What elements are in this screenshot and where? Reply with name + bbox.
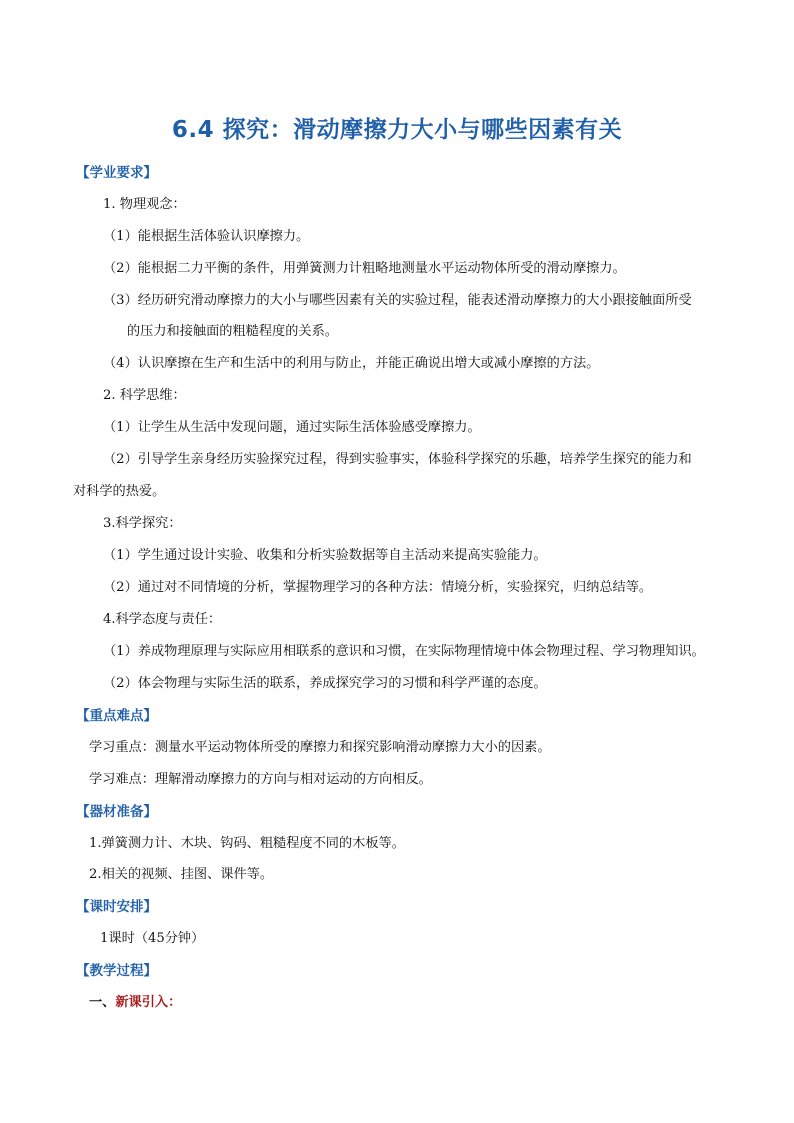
requirement-line: 对科学的热爱。 (73, 484, 166, 499)
requirement-line: （2）引导学生亲身经历实验探究过程，得到实验事实，体验科学探究的乐趣，培养学生探究的能力和 (103, 452, 692, 467)
requirement-line: （1）学生通过设计实验、收集和分析实验数据等自主活动来提高实验能力。 (103, 548, 547, 563)
requirement-line: （2）通过对不同情境的分析，掌握物理学习的各种方法：情境分析，实验探究，归纳总结等。 (103, 580, 653, 595)
process-step (89, 994, 181, 1012)
section-heading-equipment: 【器材准备】 (76, 804, 157, 820)
key-point-line: 学习重点：测量水平运动物体所受的摩擦力和探究影响滑动摩擦力大小的因素。 (89, 740, 551, 755)
requirement-line: 2. 科学思维： (103, 388, 186, 403)
section-heading-process: 【教学过程】 (76, 963, 157, 979)
schedule-line: 1课时（45分钟） (100, 931, 205, 946)
equipment-line: 1.弹簧测力计、木块、钩码、粗糙程度不同的木板等。 (89, 836, 405, 851)
requirement-line: （2）体会物理与实际生活的联系，养成探究学习的习惯和科学严谨的态度。 (103, 676, 547, 691)
equipment-line: 2.相关的视频、挂图、课件等。 (89, 867, 274, 882)
requirement-line: （4）认识摩擦在生产和生活中的利用与防止，并能正确说出增大或减小摩擦的方法。 (103, 356, 600, 371)
requirement-line: （2）能根据二力平衡的条件，用弹簧测力计粗略地测量水平运动物体所受的滑动摩擦力。 (103, 261, 626, 276)
section-heading-key-points: 【重点难点】 (76, 708, 157, 724)
key-point-line: 学习难点：理解滑动摩擦力的方向与相对运动的方向相反。 (89, 772, 432, 787)
section-heading-requirements: 【学业要求】 (76, 165, 157, 181)
requirement-line: 3.科学探究： (103, 516, 182, 531)
requirement-line: （1）能根据生活体验认识摩擦力。 (103, 229, 310, 244)
page-title: 6.4 探究：滑动摩擦力大小与哪些因素有关 (171, 117, 623, 143)
section-heading-schedule: 【课时安排】 (76, 899, 157, 915)
requirement-line: 4.科学态度与责任： (103, 612, 222, 627)
requirement-line: （1）养成物理原理与实际应用相联系的意识和习惯，在实际物理情境中体会物理过程、学习物理知识。 (103, 644, 705, 659)
requirement-line: 的压力和接触面的粗糙程度的关系。 (127, 324, 338, 339)
requirement-line: 1. 物理观念： (103, 197, 186, 212)
process-step-number: 一、 (89, 995, 116, 1010)
requirement-line: （1）让学生从生活中发现问题，通过实际生活体验感受摩擦力。 (103, 420, 481, 435)
process-step-label: 新课引入： (115, 995, 182, 1010)
requirement-line: （3）经历研究滑动摩擦力的大小与哪些因素有关的实验过程，能表述滑动摩擦力的大小跟接触面所受 (103, 293, 692, 308)
